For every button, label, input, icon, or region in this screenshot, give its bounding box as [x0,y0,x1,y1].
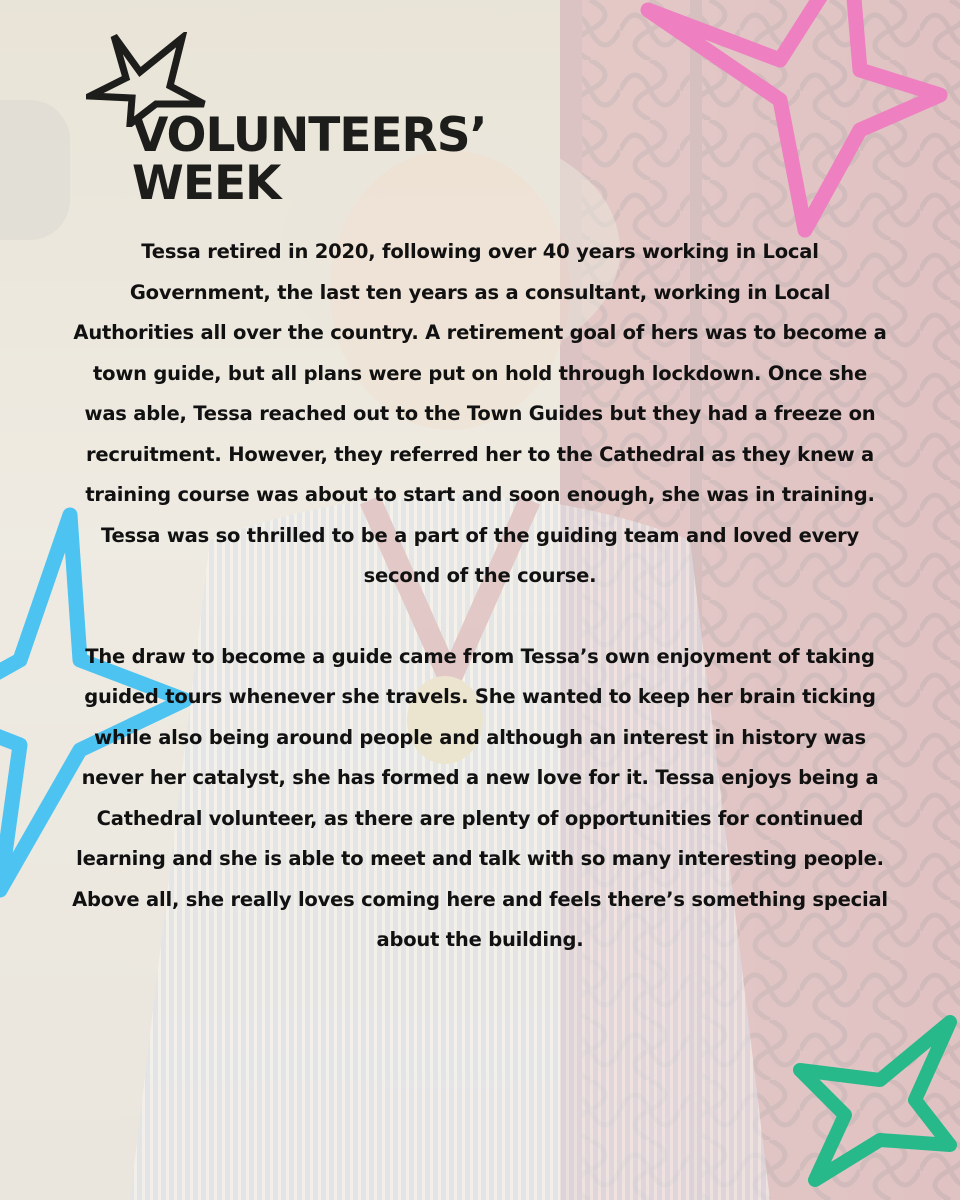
green-star-outline-icon [790,1010,960,1200]
pink-star-outline-icon [630,0,960,240]
logo-line-2: WEEK [132,156,281,211]
story-paragraph-2: The draw to become a guide came from Tessa’s own enjoyment of taking guided tours whenever she travels. She wanted to keep her brain ticking while also being around people and although an interest in history was never her catalyst, she has formed a new love for it. Tessa enjoys being a Cathedral volunteer, as there are plenty of opportunities for continued learning and she is able to meet and talk with so many interesting people. Above all, she really loves coming here and feels there’s something special about the building. [72,644,888,951]
logo-line-1: VOLUNTEERS’ [132,108,487,163]
story-paragraph-1: Tessa retired in 2020, following over 40 years working in Local Government, the last ten years as a consultant, working in Local Authorities all over the country. A retirement goal of hers was to become a town guide, but all plans were put on hold through lockdown. Once she was able, Tessa reached out to the Town Guides but they had a freeze on recruitment. However, they referred her to the Cathedral as they knew a training course was about to start and soon enough, she was in training. Tessa was so thrilled to be a part of the guiding team and loved every second of the course. [73,240,887,587]
logo-wordmark [132,108,487,211]
volunteer-story [70,232,890,961]
